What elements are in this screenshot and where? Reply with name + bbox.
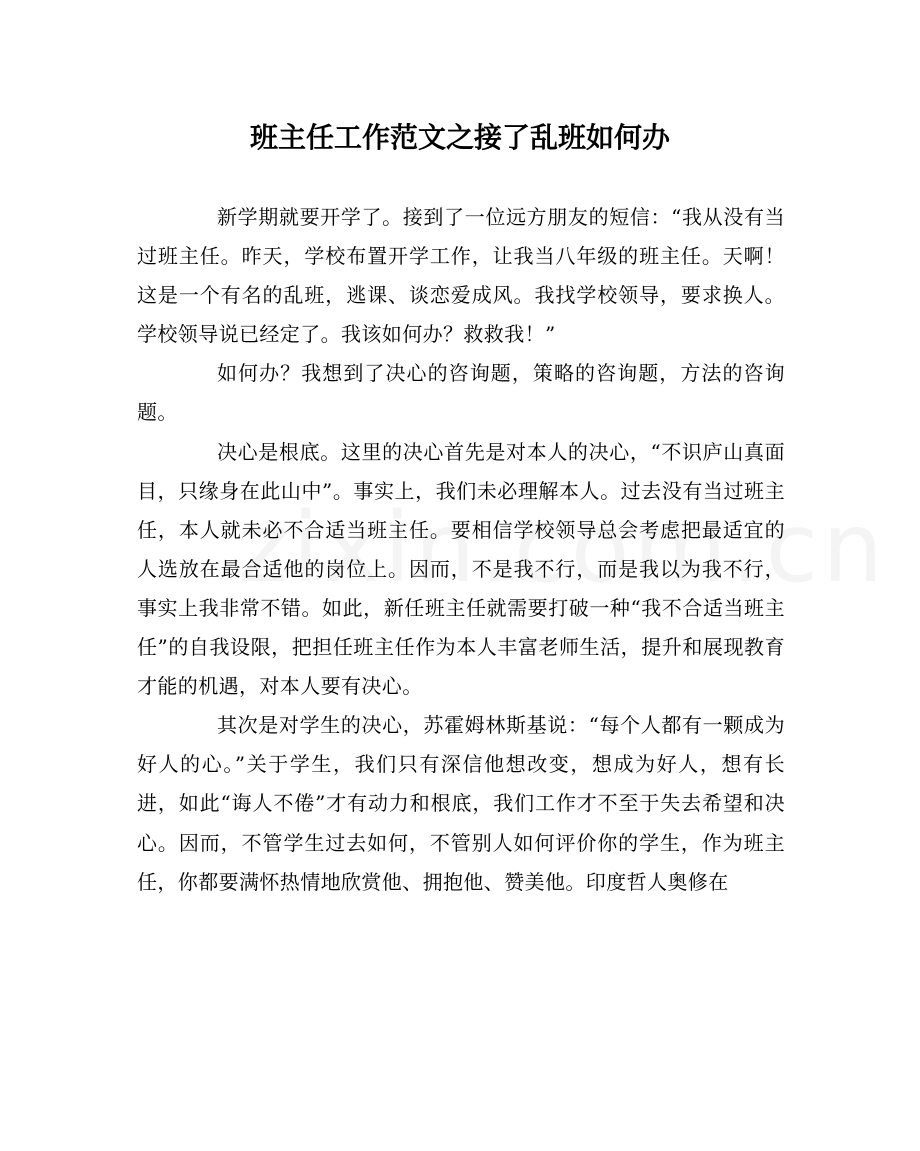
document-title: 班主任工作范文之接了乱班如何办: [249, 121, 670, 154]
document-body: [137, 198, 785, 902]
paragraph: 其次是对学生的决心，苏霍姆林斯基说：“每个人都有一颗成为好人的心。”关于学生，我们只有深信他想改变，想成为好人，想有长进，如此“诲人不倦”才有动力和根底，我们工作才不至于失去希望和决心。因而，不管学生过去如何，不管别人如何评价你的学生，作为班主任，你都要满怀热情地欣赏他、拥抱他、赞美他。印度哲人奥修在: [137, 713, 785, 894]
paragraph: 如何办？我想到了决心的咨询题，策略的咨询题，方法的咨询题。: [137, 361, 785, 425]
paragraph: 决心是根底。这里的决心首先是对本人的决心，“不识庐山真面目，只缘身在此山中”。事实上，我们未必理解本人。过去没有当过班主任，本人就未必不合适当班主任。要相信学校领导总会考虑把最适宜的人选放在最合适他的岗位上。因而，不是我不行，而是我以为我不行，事实上我非常不错。如此，新任班主任就需要打破一种“我不合适当班主任”的自我设限，把担任班主任作为本人丰富老师生活，提升和展现教育才能的机遇，对本人要有决心。: [137, 439, 785, 699]
paragraph: 新学期就要开学了。接到了一位远方朋友的短信：“我从没有当过班主任。昨天，学校布置开学工作，让我当八年级的班主任。天啊！这是一个有名的乱班，逃课、谈恋爱成风。我找学校领导，要求换人。学校领导说已经定了。我该如何办？救救我！”: [137, 205, 785, 347]
